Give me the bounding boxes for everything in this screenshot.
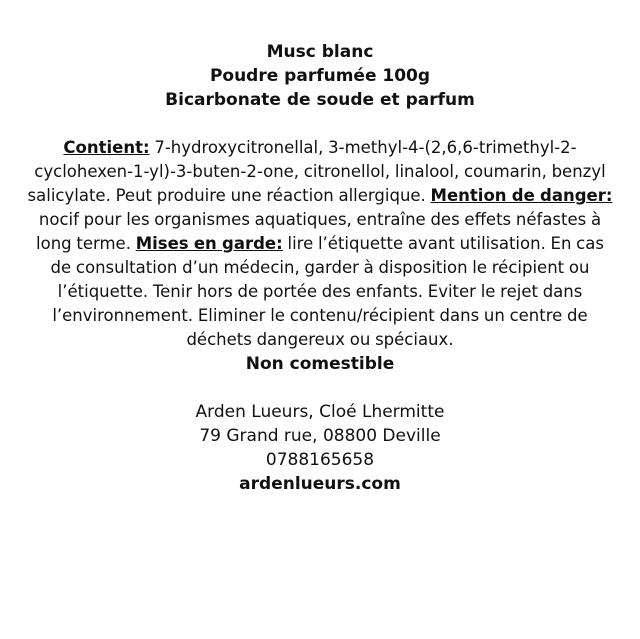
contact-address: 79 Grand rue, 08800 Deville [199,426,441,446]
contact-names: Arden Lueurs, Cloé Lhermitte [195,402,445,422]
danger-label: Mention de danger: [430,186,613,205]
not-edible-warning: Non comestible [245,354,395,374]
product-label [0,40,640,496]
contains-label: Contient: [63,138,150,157]
contact-website[interactable]: ardenlueurs.com [239,474,401,494]
precautions-text: lire l’étiquette avant utilisation. En cas de consultation d’un médecin, garder à disposition le récipient ou l’étiquette. Tenir hors de portée des enfants. Eviter le rejet dans l’environnement. Eliminer le contenu/récipient dans un centre de déchets dangereux ou spéciaux. [50,234,604,349]
danger-text: nocif pour les organismes aquatiques, entraîne des effets néfastes à long terme. [36,210,602,253]
contains-text: 7-hydroxycitronellal, 3-methyl-4-(2,6,6-trimethyl-2-cyclohexen-1-yl)-3-buten-2-one, citronellol, linalool, coumarin, benzyl salicylate. Peut produire une réaction allergique. [27,138,606,205]
product-header [0,40,640,112]
product-name: Musc blanc [266,42,374,62]
product-composition: Bicarbonate de soude et parfum [165,90,475,110]
precautions-label: Mises en garde: [135,234,283,253]
product-type: Poudre parfumée 100g [209,66,431,86]
contact-block [0,400,640,496]
safety-text [25,136,615,352]
contact-phone: 0788165658 [265,450,375,470]
